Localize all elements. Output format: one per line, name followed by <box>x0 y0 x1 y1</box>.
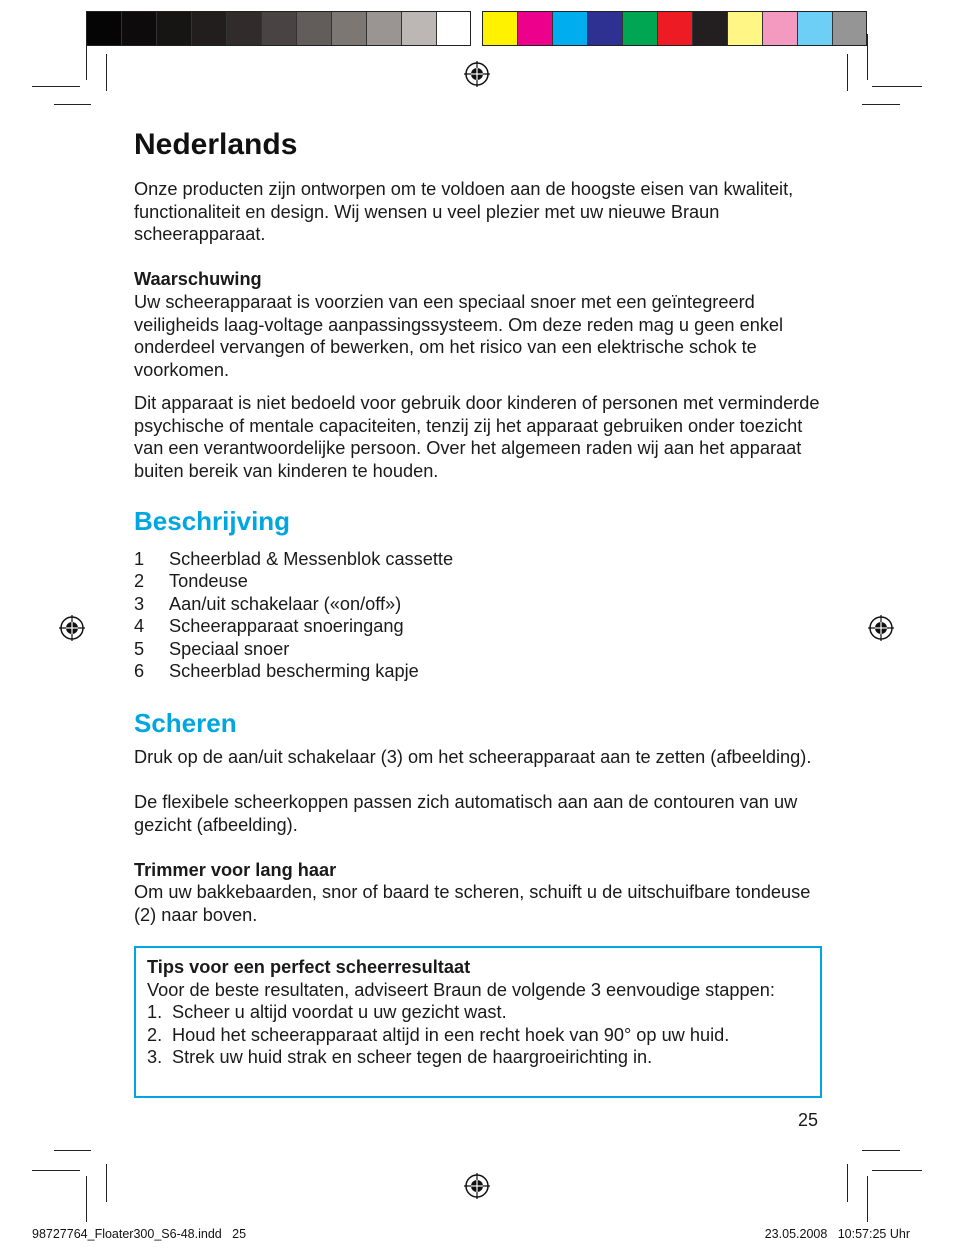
description-heading: Beschrijving <box>134 506 291 536</box>
crop-mark <box>86 1176 87 1222</box>
list-item-number: 5 <box>134 638 145 659</box>
process-color-bar <box>482 11 867 46</box>
color-swatch <box>518 12 553 45</box>
list-item <box>134 570 453 592</box>
color-swatch <box>798 12 833 45</box>
list-item <box>134 615 453 637</box>
footer-filename: 98727764_Floater300_S6-48.indd 25 <box>32 1227 247 1241</box>
page-number: 25 <box>798 1110 819 1130</box>
list-item-number: 4 <box>134 616 145 637</box>
crop-mark <box>872 86 922 87</box>
color-swatch <box>553 12 588 45</box>
shaving-heading: Scheren <box>134 708 237 738</box>
registration-target-icon <box>464 1173 490 1199</box>
trimmer-paragraph: Om uw bakkebaarden, snor of baard te scheren, schuift u de uitschuifbare tondeuse (2) naar boven. <box>134 882 811 925</box>
color-swatch <box>227 12 262 45</box>
color-swatch <box>87 12 122 45</box>
color-swatch <box>833 12 866 45</box>
intro-paragraph: Onze producten zijn ontworpen om te voldoen aan de hoogste eisen van kwaliteit, functionaliteit en design. Wij wensen u veel plezier met uw nieuwe Braun scheerapparaat. <box>134 179 794 244</box>
registration-target-icon <box>59 615 85 641</box>
list-item <box>134 638 453 660</box>
shaving-paragraph-2: De flexibele scheerkoppen passen zich automatisch aan aan de contouren van uw gezicht (afbeelding). <box>134 792 798 835</box>
shaving-paragraph-1: Druk op de aan/uit schakelaar (3) om het scheerapparaat aan te zetten (afbeelding). <box>134 747 812 767</box>
crop-mark <box>847 1164 848 1202</box>
crop-mark <box>847 54 848 91</box>
color-swatch <box>658 12 693 45</box>
crop-mark <box>862 104 900 105</box>
color-swatch <box>192 12 227 45</box>
page-title: Nederlands <box>134 128 298 161</box>
list-item-number: 2 <box>134 571 145 592</box>
crop-mark <box>872 1170 922 1171</box>
list-item <box>147 1024 807 1047</box>
list-item-label: Scheerblad bescherming kapje <box>169 661 419 682</box>
list-item-number: 3 <box>134 593 145 614</box>
crop-mark <box>106 54 107 91</box>
description-list <box>134 548 453 682</box>
list-item-label: Tondeuse <box>169 571 248 592</box>
warning-heading: Waarschuwing <box>134 269 262 289</box>
color-swatch <box>297 12 332 45</box>
warning-paragraph: Uw scheerapparaat is voorzien van een speciaal snoer met een geïntegreerd veiligheids laag-voltage aanpassingssysteem. Om deze reden mag u geen enkel onderdeel vervangen of bewerken, om het risico van een elektrische schok te voorkomen. <box>134 292 784 380</box>
crop-mark <box>54 1150 91 1151</box>
list-item-number: 6 <box>134 661 145 682</box>
list-item-label: Aan/uit schakelaar («on/off») <box>169 593 402 614</box>
color-swatch <box>623 12 658 45</box>
registration-target-icon <box>464 61 490 87</box>
color-swatch <box>367 12 402 45</box>
tips-heading: Tips voor een perfect scheerresultaat <box>147 957 471 977</box>
tips-list <box>147 1001 807 1069</box>
list-item <box>147 1046 807 1069</box>
color-swatch <box>693 12 728 45</box>
list-item-label: Scheerapparaat snoeringang <box>169 616 404 637</box>
color-swatch <box>332 12 367 45</box>
list-item <box>134 593 453 615</box>
color-swatch <box>763 12 798 45</box>
crop-mark <box>86 34 87 80</box>
list-item-number: 3. <box>147 1047 163 1067</box>
color-swatch <box>122 12 157 45</box>
list-item <box>147 1001 807 1024</box>
crop-mark <box>862 1150 900 1151</box>
crop-mark <box>54 104 91 105</box>
crop-mark <box>867 34 868 80</box>
color-swatch <box>402 12 437 45</box>
tips-intro: Voor de beste resultaten, adviseert Braun de volgende 3 eenvoudige stappen: <box>147 979 775 1000</box>
color-swatch <box>728 12 763 45</box>
list-item-label: Speciaal snoer <box>169 638 290 659</box>
tips-box <box>134 946 822 1098</box>
list-item-label: Scheer u altijd voordat u uw gezicht wast. <box>172 1002 507 1022</box>
list-item-number: 1. <box>147 1002 163 1022</box>
color-swatch <box>262 12 297 45</box>
list-item-label: Houd het scheerapparaat altijd in een recht hoek van 90° op uw huid. <box>172 1024 730 1045</box>
list-item <box>134 548 453 570</box>
registration-target-icon <box>868 615 894 641</box>
children-paragraph: Dit apparaat is niet bedoeld voor gebruik door kinderen of personen met verminderde psychische of mentale capaciteiten, tenzij zij het apparaat gebruiken onder toezicht van een verantwoordelijke persoon. Over het algemeen raden wij aan het apparaat buiten bereik van kinderen te houden. <box>134 393 820 481</box>
trimmer-heading: Trimmer voor lang haar <box>134 860 337 880</box>
list-item-label: Scheerblad & Messenblok cassette <box>169 549 454 569</box>
color-swatch <box>437 12 470 45</box>
color-swatch <box>157 12 192 45</box>
footer-datetime: 23.05.2008 10:57:25 Uhr <box>764 1227 910 1241</box>
list-item-label: Strek uw huid strak en scheer tegen de haargroeirichting in. <box>172 1047 653 1067</box>
color-swatch <box>483 12 518 45</box>
crop-mark <box>32 1170 80 1171</box>
list-item <box>134 660 453 682</box>
list-item-number: 1 <box>134 549 145 569</box>
crop-mark <box>32 86 80 87</box>
list-item-number: 2. <box>147 1024 163 1045</box>
crop-mark <box>867 1176 868 1222</box>
crop-mark <box>106 1164 107 1202</box>
grayscale-color-bar <box>86 11 471 46</box>
color-swatch <box>588 12 623 45</box>
